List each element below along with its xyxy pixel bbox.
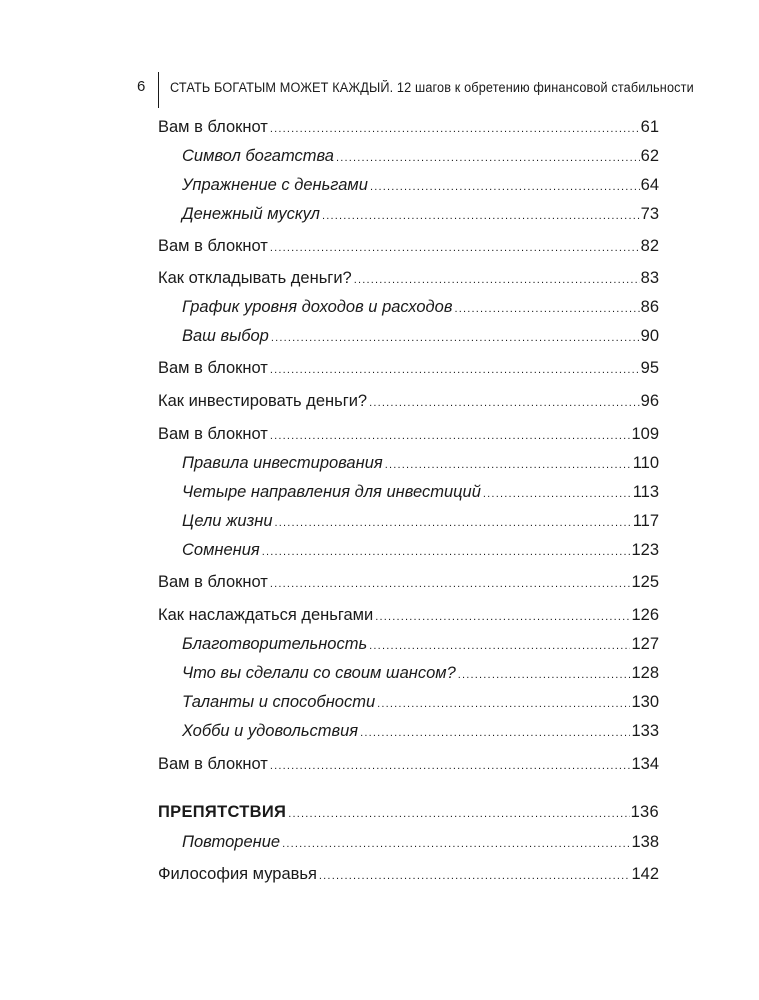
dot-leader	[375, 611, 630, 623]
toc-entry-page: 126	[631, 606, 659, 624]
toc-entry	[158, 237, 659, 263]
toc-entry-label: Четыре направления для инвестиций	[182, 483, 481, 501]
toc-entry-label: Вам в блокнот	[158, 237, 268, 255]
toc-entry-page: 113	[632, 483, 659, 501]
toc-entry-page: 96	[640, 392, 659, 410]
toc-entry-label: Хобби и удовольствия	[182, 722, 359, 740]
toc-subentry	[182, 298, 659, 324]
toc-entry-label: Символ богатства	[182, 147, 334, 165]
toc-entry-page: 110	[632, 454, 659, 472]
toc-entry-label: Философия муравья	[158, 865, 317, 883]
dot-leader	[354, 274, 640, 286]
toc-subentry	[182, 693, 659, 719]
dot-leader	[270, 123, 640, 135]
dot-leader	[270, 364, 640, 376]
toc-section	[158, 803, 659, 829]
dot-leader	[270, 430, 631, 442]
page-number: 6	[137, 78, 146, 95]
toc-subentry	[182, 722, 659, 748]
running-header	[0, 72, 759, 108]
dot-leader	[454, 303, 639, 315]
toc-entry-page: 64	[640, 176, 659, 194]
dot-leader	[282, 838, 630, 850]
toc-subentry	[182, 176, 659, 202]
toc-entry-page: 125	[631, 573, 659, 591]
toc-entry-label: Упражнение с деньгами	[182, 176, 368, 194]
toc-subentry	[182, 664, 659, 690]
toc-entry	[158, 359, 659, 385]
toc-subentry	[182, 483, 659, 509]
toc-entry	[158, 118, 659, 144]
toc-entry-label: Благотворительность	[182, 635, 368, 653]
dot-leader	[483, 488, 632, 500]
toc-entry-page: 117	[632, 512, 659, 530]
toc-entry-label: Вам в блокнот	[158, 359, 268, 377]
header-divider	[158, 72, 159, 108]
toc-entry-page: 62	[640, 147, 659, 165]
toc-entry-label: Вам в блокнот	[158, 118, 268, 136]
toc-entry-page: 86	[640, 298, 659, 316]
toc-entry-label: Денежный мускул	[182, 205, 320, 223]
toc-entry-label: Вам в блокнот	[158, 573, 268, 591]
toc-entry-label: График уровня доходов и расходов	[182, 298, 453, 316]
toc-entry	[158, 606, 659, 632]
toc-entry-label: Вам в блокнот	[158, 425, 268, 443]
toc-subentry	[182, 541, 659, 567]
toc-entry	[158, 755, 659, 781]
toc-subentry	[182, 327, 659, 353]
toc-entry-page: 133	[631, 722, 659, 740]
dot-leader	[458, 669, 631, 681]
toc-entry-label: Таланты и способности	[182, 693, 376, 711]
dot-leader	[369, 640, 630, 652]
toc-entry-page: 128	[631, 664, 659, 682]
dot-leader	[270, 760, 631, 772]
running-title: СТАТЬ БОГАТЫМ МОЖЕТ КАЖДЫЙ. 12 шагов к обретению финансовой стабильности	[170, 80, 694, 95]
dot-leader	[262, 546, 631, 558]
toc-entry-label: Как наслаждаться деньгами	[158, 606, 374, 624]
dot-leader	[377, 698, 630, 710]
toc-entry-page: 82	[640, 237, 659, 255]
dot-leader	[270, 578, 631, 590]
dot-leader	[370, 181, 640, 193]
toc-entry-label: Сомнения	[182, 541, 260, 559]
toc-entry-label: Как откладывать деньги?	[158, 269, 352, 287]
dot-leader	[336, 152, 640, 164]
dot-leader	[270, 242, 640, 254]
toc-entry-page: 134	[631, 755, 659, 773]
toc-entry-page: 142	[631, 865, 659, 883]
toc-entry-label: Как инвестировать деньги?	[158, 392, 368, 410]
dot-leader	[275, 517, 632, 529]
toc-entry	[158, 392, 659, 418]
toc-subentry	[182, 147, 659, 173]
toc-entry-page: 109	[631, 425, 659, 443]
toc-entry-page: 136	[630, 803, 659, 821]
toc-entry-label: Цели жизни	[182, 512, 273, 530]
toc-subentry	[182, 454, 659, 480]
toc-entry-label: Вам в блокнот	[158, 755, 268, 773]
dot-leader	[360, 727, 630, 739]
toc-entry-page: 83	[640, 269, 659, 287]
toc-entry-label: Что вы сделали со своим шансом?	[182, 664, 456, 682]
dot-leader	[271, 332, 640, 344]
toc-section-label: ПРЕПЯТСТВИЯ	[158, 803, 287, 821]
toc-entry-label: Повторение	[182, 833, 281, 851]
toc-subentry	[182, 512, 659, 538]
toc-entry	[158, 573, 659, 599]
toc-entry-page: 138	[631, 833, 659, 851]
toc-entry	[158, 865, 659, 891]
toc-entry-page: 90	[640, 327, 659, 345]
toc-entry	[158, 269, 659, 295]
toc-subentry	[182, 205, 659, 231]
toc-entry-page: 127	[631, 635, 659, 653]
toc-entry-label: Правила инвестирования	[182, 454, 383, 472]
dot-leader	[319, 870, 631, 882]
toc-entry	[158, 425, 659, 451]
toc-subentry	[182, 635, 659, 661]
toc-entry-label: Ваш выбор	[182, 327, 269, 345]
dot-leader	[385, 459, 632, 471]
toc-entry-page: 130	[631, 693, 659, 711]
dot-leader	[322, 210, 640, 222]
toc-subentry	[182, 833, 659, 859]
toc-entry-page: 61	[640, 118, 659, 136]
toc-entry-page: 73	[640, 205, 659, 223]
dot-leader	[288, 808, 629, 820]
toc-entry-page: 95	[640, 359, 659, 377]
dot-leader	[369, 397, 640, 409]
toc-entry-page: 123	[631, 541, 659, 559]
